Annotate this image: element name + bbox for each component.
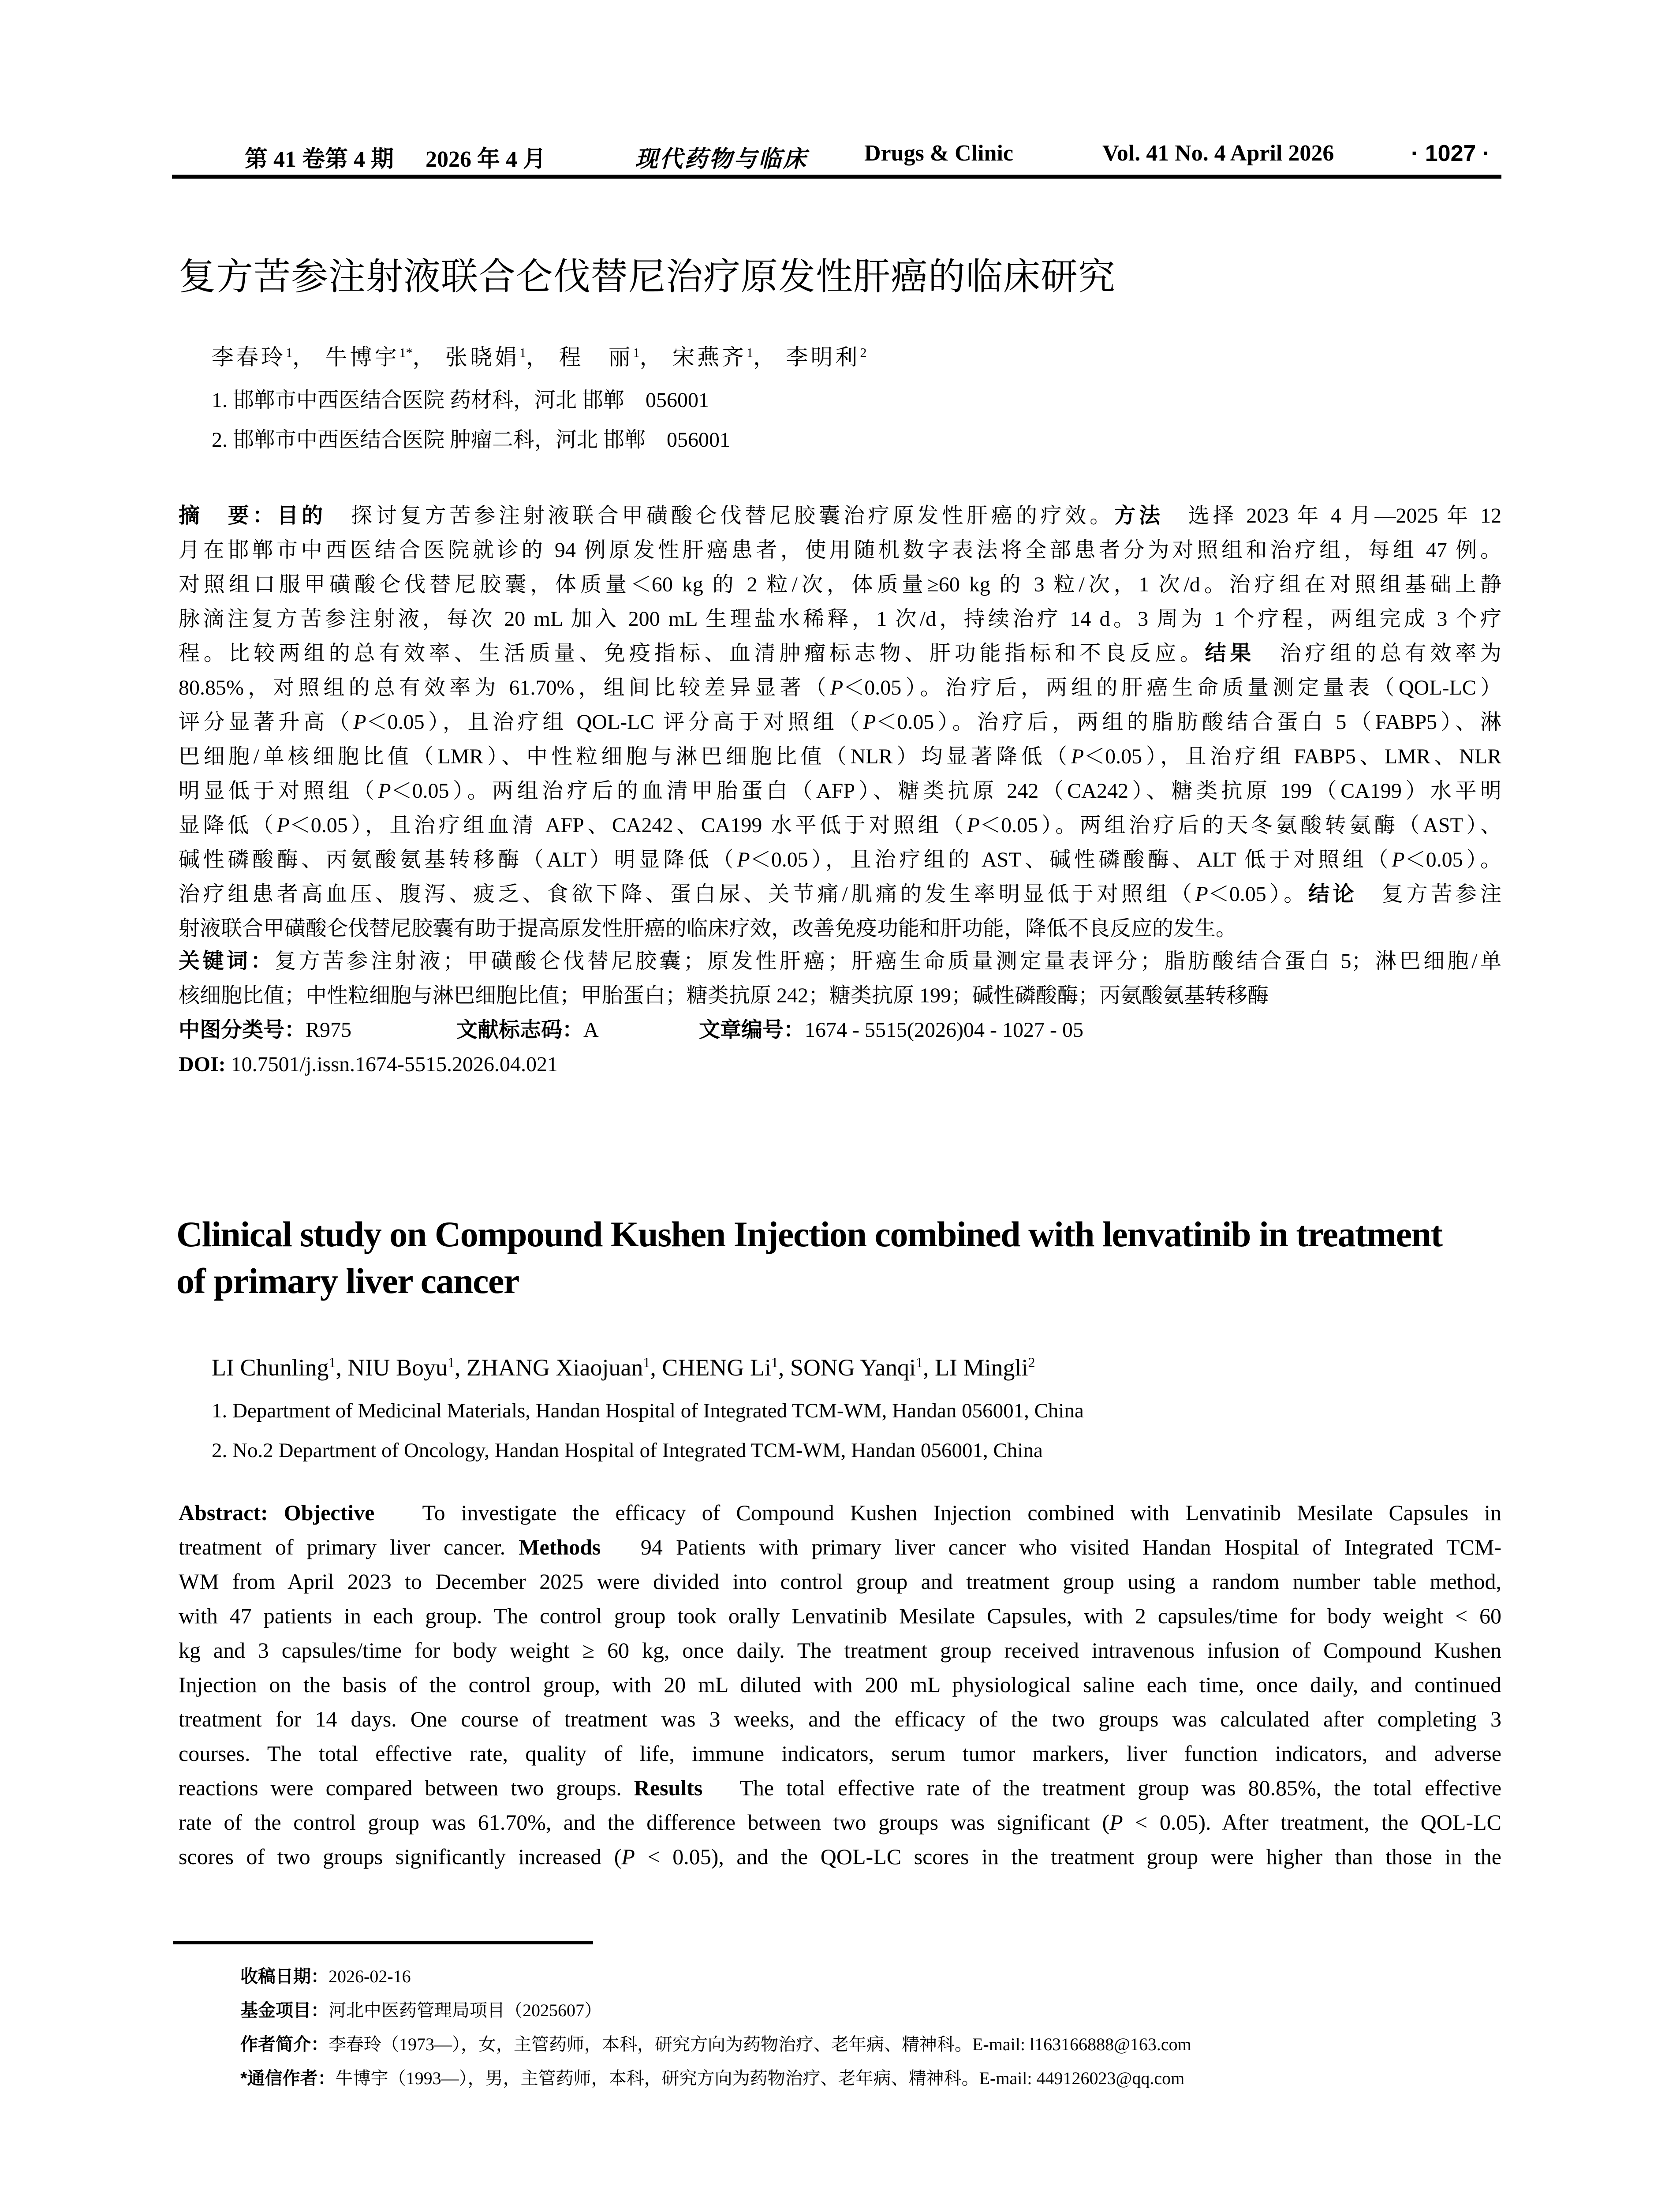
author-separator: ， — [753, 345, 778, 370]
author-affiliation-mark: 1 — [519, 345, 526, 360]
article-no-value: 1674 - 5515(2026)04 - 1027 - 05 — [805, 1018, 1083, 1042]
p-value-symbol: P — [1392, 848, 1405, 871]
abstract-cn-line — [179, 846, 1501, 874]
author-name: 牛博宇 — [325, 345, 399, 370]
p-value-symbol: P — [378, 779, 391, 803]
abstract-text: ＜0.05）。治疗后，两组的脂肪酸结合蛋白 5（FABP5）、淋 — [876, 710, 1501, 734]
doi-row — [179, 1050, 558, 1079]
abstract-cn-line — [179, 880, 1501, 908]
abstract-cn-line: 对照组口服甲磺酸仑伐替尼胶囊，体质量＜60 kg 的 2 粒/次，体质量≥60 kg 的 3 粒/次，1 次/d。治疗组在对照组基础上静 — [179, 573, 1501, 596]
affiliation-en-2: 2. No.2 Department of Oncology, Handan Hospital of Integrated TCM-WM, Handan 056001, China — [212, 1439, 1043, 1462]
p-value-symbol: P — [830, 676, 844, 699]
author-affiliation-mark: 2 — [1028, 1354, 1035, 1370]
abstract-text: rate of the control group was 61.70%, and the difference between two groups was significant ( — [179, 1810, 1110, 1835]
author-affiliation-mark: 1 — [747, 345, 753, 360]
abstract-text: ＜0.05），且治疗组血清 AFP、CA242、CA199 水平低于对照组（ — [289, 814, 967, 837]
abstract-text: 碱性磷酸酶、丙氨酸氨基转移酶（ALT）明显降低（ — [179, 848, 737, 871]
abstract-en-line — [179, 1533, 1501, 1561]
abstract-text: To investigate the efficacy of Compound Kushen Injection combined with Lenvatinib Mesilate Capsules in — [422, 1500, 1502, 1525]
p-value-symbol: P — [276, 814, 290, 837]
abstract-text: 明显低于对照组（ — [179, 779, 378, 803]
abstract-cn-line — [179, 777, 1501, 805]
abstract-text: 治疗组患者高血压、腹泻、疲乏、食欲下降、蛋白尿、关节痛/肌痛的发生率明显低于对照组（ — [179, 882, 1195, 906]
objective-label-cn: 目的 — [277, 504, 327, 527]
abstract-en-line — [179, 1774, 1501, 1802]
abstract-text: < 0.05), and the QOL-LC scores in the treatment group were higher than those in the — [635, 1844, 1501, 1869]
abstract-cn-line: 射液联合甲磺酸仑伐替尼胶囊有助于提高原发性肝癌的临床疗效，改善免疫功能和肝功能，降低不良反应的发生。 — [179, 917, 1237, 940]
abstract-text: ＜0.05）。两组治疗后的血清甲胎蛋白（AFP）、糖类抗原 242（CA242）、糖类抗原 199（CA199）水平明 — [391, 779, 1501, 803]
author-name: 程 丽 — [559, 345, 633, 370]
doi-value: 10.7501/j.issn.1674-5515.2026.04.021 — [231, 1053, 558, 1076]
author-name: CHENG Li — [662, 1354, 771, 1381]
p-value-symbol: P — [353, 710, 366, 734]
author-affiliation-mark: 1 — [916, 1354, 923, 1370]
footnote-corresponding-author — [240, 2064, 1184, 2089]
header-rule — [172, 175, 1501, 179]
abstract-en-line: with 47 patients in each group. The control group took orally Lenvatinib Mesilate Capsules, with 2 capsules/time for body weight < 60 — [179, 1603, 1501, 1628]
abstract-cn-line: 月在邯郸市中西医结合医院就诊的 94 例原发性肝癌患者，使用随机数字表法将全部患者分为对照组和治疗组，每组 47 例。 — [179, 538, 1501, 562]
author-name: 宋燕齐 — [672, 345, 747, 370]
affiliation-en-1: 1. Department of Medicinal Materials, Handan Hospital of Integrated TCM-WM, Handan 056001, China — [212, 1399, 1084, 1422]
doc-code-label: 文献标志码： — [456, 1018, 584, 1042]
methods-label-cn: 方法 — [1114, 504, 1164, 527]
author-name: 李明利 — [786, 345, 860, 370]
footnote-text: 河北中医药管理局项目（2025607） — [329, 2000, 602, 2020]
abstract-text: reactions were compared between two groups. — [179, 1775, 622, 1800]
abstract-en-line — [179, 1808, 1501, 1836]
abstract-text: 显降低（ — [179, 814, 277, 837]
author-affiliation-mark: 1* — [399, 345, 413, 360]
author-affiliation-mark: 1 — [448, 1354, 455, 1370]
footnote-label: *通信作者： — [240, 2069, 336, 2088]
abstract-text: ＜0.05）。 — [1404, 848, 1501, 871]
author-list-cn — [212, 340, 867, 371]
author-affiliation-mark: 1 — [286, 345, 292, 360]
footnote-text: 牛博宇（1993—），男，主管药师，本科，研究方向为药物治疗、老年病、精神科。E-mail: 449126023@qq.com — [335, 2068, 1185, 2088]
author-name: 李春玲 — [212, 345, 286, 370]
author-separator: , — [336, 1354, 348, 1381]
abstract-en-line: treatment for 14 days. One course of treatment was 3 weeks, and the efficacy of the two groups was calculated after completing 3 — [179, 1707, 1501, 1731]
abstract-text: 复方苦参注 — [1382, 882, 1501, 906]
abstract-text: 80.85%，对照组的总有效率为 61.70%，组间比较差异显著（ — [179, 676, 830, 699]
p-value-symbol: P — [863, 710, 876, 734]
abstract-label-cn: 摘 要： — [179, 504, 277, 527]
abstract-cn-line — [179, 743, 1501, 771]
results-label-en: Results — [634, 1775, 703, 1800]
footnote-fund — [240, 1996, 602, 2022]
doc-code-value: A — [583, 1018, 599, 1042]
abstract-en-line: WM from April 2023 to December 2025 were divided into control group and treatment group using a random number table method, — [179, 1569, 1501, 1594]
author-affiliation-mark: 2 — [860, 345, 867, 360]
page-title-en-line: Clinical study on Compound Kushen Injection combined with lenvatinib in treatment — [176, 1214, 1442, 1254]
author-name: LI Chunling — [212, 1354, 329, 1381]
author-name: ZHANG Xiaojuan — [467, 1354, 643, 1381]
methods-label-en: Methods — [519, 1535, 601, 1559]
footnote-label: 基金项目： — [240, 2001, 329, 2020]
abstract-en-line: courses. The total effective rate, quality of life, immune indicators, serum tumor markers, liver function indicators, and adverse — [179, 1741, 1501, 1766]
abstract-en-line: Injection on the basis of the control group, with 20 mL diluted with 200 mL physiological saline each time, once daily, and continued — [179, 1672, 1501, 1697]
author-separator: ， — [639, 345, 665, 370]
abstract-cn-line — [179, 708, 1501, 736]
article-number-row — [699, 1016, 1083, 1044]
p-value-symbol: P — [1195, 882, 1208, 906]
author-list-en — [212, 1354, 1035, 1381]
document-code-row — [456, 1016, 599, 1044]
clc-label: 中图分类号： — [179, 1018, 306, 1042]
abstract-en-line — [179, 1842, 1501, 1871]
header-journal-en: Drugs & Clinic — [864, 141, 1013, 166]
abstract-label-en: Abstract: — [179, 1500, 268, 1525]
author-affiliation-mark: 1 — [771, 1354, 778, 1370]
affiliation-cn-2: 2. 邯郸市中西医结合医院 肿瘤二科，河北 邯郸 056001 — [212, 428, 731, 452]
abstract-en-line: kg and 3 capsules/time for body weight ≥ 60 kg, once daily. The treatment group received intravenous infusion of Compound Kushen — [179, 1638, 1501, 1663]
author-separator: , — [923, 1354, 935, 1381]
p-value-symbol: P — [621, 1844, 635, 1869]
article-no-label: 文章编号： — [699, 1018, 805, 1042]
abstract-cn-line — [179, 502, 1501, 530]
header-date-cn: 2026 年 4 月 — [426, 147, 546, 172]
author-affiliation-mark: 1 — [329, 1354, 336, 1370]
page-title-cn: 复方苦参注射液联合仑伐替尼治疗原发性肝癌的临床研究 — [179, 256, 1116, 297]
page-title-en-line: of primary liver cancer — [176, 1261, 519, 1301]
abstract-text: 评分显著升高（ — [179, 710, 354, 734]
author-separator: , — [455, 1354, 467, 1381]
keywords-text: 复方苦参注射液；甲磺酸仑伐替尼胶囊；原发性肝癌；肝癌生命质量测定量表评分；脂肪酸结合蛋白 5；淋巴细胞/单 — [275, 949, 1501, 973]
footnote-received — [240, 1962, 411, 1988]
abstract-text: ＜0.05），且治疗组 QOL-LC 评分高于对照组（ — [366, 710, 863, 734]
author-affiliation-mark: 1 — [643, 1354, 650, 1370]
header-volume-cn: 第 41 卷第 4 期 — [245, 147, 394, 172]
footnote-label: 作者简介： — [240, 2035, 329, 2054]
abstract-text: 探讨复方苦参注射液联合甲磺酸仑伐替尼胶囊治疗原发性肝癌的疗效。 — [351, 504, 1115, 527]
header-volume-en: Vol. 41 No. 4 April 2026 — [1102, 141, 1334, 166]
keywords-cn-line: 核细胞比值；中性粒细胞与淋巴细胞比值；甲胎蛋白；糖类抗原 242；糖类抗原 199；碱性磷酸酶；丙氨酸氨基转移酶 — [179, 984, 1269, 1007]
author-separator: ， — [292, 345, 317, 370]
conclusion-label-cn: 结论 — [1308, 882, 1358, 906]
author-affiliation-mark: 1 — [633, 345, 640, 360]
footnote-author-bio — [240, 2030, 1191, 2056]
p-value-symbol: P — [737, 848, 750, 871]
author-separator: ， — [412, 345, 437, 370]
author-separator: , — [778, 1354, 790, 1381]
author-name: LI Mingli — [935, 1354, 1028, 1381]
abstract-text: ＜0.05）。两组治疗后的天冬氨酸转氨酶（AST）、 — [980, 814, 1501, 837]
author-separator: , — [650, 1354, 662, 1381]
abstract-cn-line — [179, 811, 1501, 840]
abstract-en-line — [179, 1499, 1501, 1527]
keywords-label-cn: 关键词： — [179, 949, 275, 973]
abstract-text: 巴细胞/单核细胞比值（LMR）、中性粒细胞与淋巴细胞比值（NLR）均显著降低（ — [179, 745, 1071, 768]
footnote-label: 收稿日期： — [240, 1967, 329, 1986]
abstract-cn-line — [179, 639, 1501, 668]
header-journal-cn: 现代药物与临床 — [635, 147, 808, 172]
abstract-text: The total effective rate of the treatment group was 80.85%, the total effective — [739, 1775, 1502, 1800]
author-name: 张晓娟 — [445, 345, 519, 370]
doi-label: DOI: — [179, 1053, 226, 1076]
author-separator: ， — [526, 345, 551, 370]
clc-value: R975 — [306, 1018, 352, 1042]
abstract-text: ＜0.05）。 — [1208, 882, 1308, 906]
running-header — [172, 140, 1501, 171]
abstract-text: scores of two groups significantly increased ( — [179, 1844, 622, 1869]
abstract-cn-line — [179, 674, 1501, 702]
abstract-text: < 0.05). After treatment, the QOL-LC — [1123, 1810, 1501, 1835]
p-value-symbol: P — [967, 814, 980, 837]
abstract-text: ＜0.05），且治疗组 FABP5、LMR、NLR — [1084, 745, 1501, 768]
footnote-text: 2026-02-16 — [329, 1966, 411, 1986]
p-value-symbol: P — [1109, 1810, 1123, 1835]
abstract-text: ＜0.05），且治疗组的 AST、碱性磷酸酶、ALT 低于对照组（ — [750, 848, 1392, 871]
abstract-text: ＜0.05）。治疗后，两组的肝癌生命质量测定量表（QOL-LC） — [843, 676, 1501, 699]
classification-row — [179, 1016, 351, 1044]
abstract-text: treatment of primary liver cancer. — [179, 1535, 506, 1559]
abstract-text: 94 Patients with primary liver cancer who visited Handan Hospital of Integrated TCM- — [640, 1535, 1502, 1559]
objective-label-en: Objective — [284, 1500, 375, 1525]
footnote-rule — [173, 1941, 593, 1944]
author-name: NIU Boyu — [347, 1354, 448, 1381]
abstract-text: 程。比较两组的总有效率、生活质量、免疫指标、血清肿瘤标志物、肝功能指标和不良反应。 — [179, 642, 1205, 665]
abstract-cn-line: 脉滴注复方苦参注射液，每次 20 mL 加入 200 mL 生理盐水稀释，1 次/d，持续治疗 14 d。3 周为 1 个疗程，两组完成 3 个疗 — [179, 607, 1501, 631]
abstract-text: 治疗组的总有效率为 — [1280, 642, 1501, 665]
results-label-cn: 结果 — [1205, 642, 1255, 665]
author-name: SONG Yanqi — [790, 1354, 916, 1381]
p-value-symbol: P — [1071, 745, 1084, 768]
abstract-text: 选择 2023 年 4 月—2025 年 12 — [1188, 504, 1501, 527]
footnote-text: 李春玲（1973—），女，主管药师，本科，研究方向为药物治疗、老年病、精神科。E-mail: l163166888@163.com — [329, 2034, 1191, 2054]
page-number: · 1027 · — [1411, 141, 1490, 166]
affiliation-cn-1: 1. 邯郸市中西医结合医院 药材科，河北 邯郸 056001 — [212, 389, 709, 412]
keywords-cn — [179, 947, 1501, 975]
